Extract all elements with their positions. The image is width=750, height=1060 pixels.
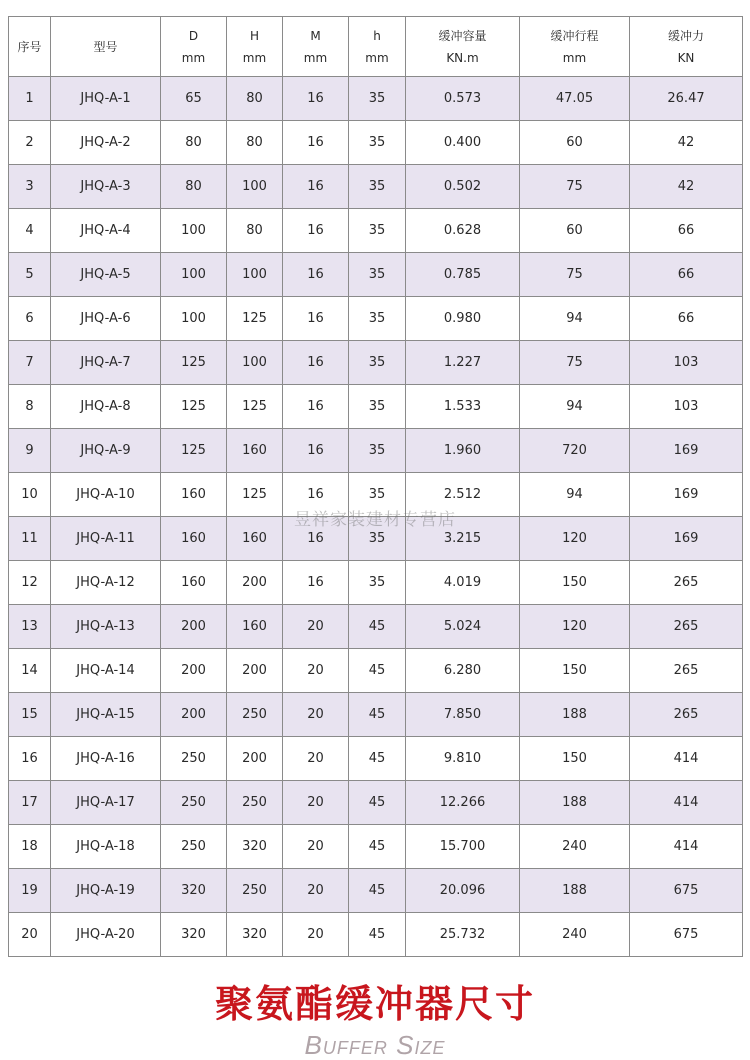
table-cell: 125 [161, 385, 227, 429]
table-cell: JHQ-A-8 [51, 385, 161, 429]
table-cell: 35 [349, 429, 406, 473]
table-cell: 66 [630, 209, 743, 253]
table-cell: 16 [283, 341, 349, 385]
column-header-label: 型号 [93, 39, 118, 54]
table-cell: 35 [349, 341, 406, 385]
watermark-text: 昱祥家装建材专营店 [294, 510, 456, 530]
table-cell: 26.47 [630, 77, 743, 121]
table-cell: 35 [349, 209, 406, 253]
table-cell: 200 [161, 693, 227, 737]
table-cell: 35 [349, 165, 406, 209]
table-cell: 103 [630, 385, 743, 429]
table-cell: 5 [9, 253, 51, 297]
table-cell: 250 [227, 869, 283, 913]
column-header-label: h [373, 28, 381, 43]
table-cell: 200 [227, 649, 283, 693]
table-row [9, 77, 743, 121]
table-row [9, 341, 743, 385]
column-header-label: M [310, 28, 321, 43]
table-cell: 0.628 [406, 209, 520, 253]
table-row [9, 297, 743, 341]
table-cell: 265 [630, 649, 743, 693]
table-cell: 3.215 [406, 517, 520, 561]
table-cell: 20.096 [406, 869, 520, 913]
table-cell: 0.400 [406, 121, 520, 165]
table-cell: 100 [227, 165, 283, 209]
table-cell: 320 [227, 825, 283, 869]
table-cell: 160 [227, 429, 283, 473]
table-cell: 20 [283, 693, 349, 737]
table-cell: 6 [9, 297, 51, 341]
table-cell: 75 [520, 253, 630, 297]
table-cell: 45 [349, 869, 406, 913]
table-body [9, 77, 743, 957]
table-cell: JHQ-A-20 [51, 913, 161, 957]
table-cell: JHQ-A-18 [51, 825, 161, 869]
table-cell: JHQ-A-1 [51, 77, 161, 121]
table-cell: 1.533 [406, 385, 520, 429]
column-header [161, 17, 227, 77]
table-row [9, 517, 743, 561]
column-header [9, 17, 51, 77]
table-cell: 80 [161, 165, 227, 209]
table-cell: 2 [9, 121, 51, 165]
table-cell: 188 [520, 869, 630, 913]
table-cell: 60 [520, 121, 630, 165]
table-cell: 75 [520, 165, 630, 209]
table-cell: 125 [161, 341, 227, 385]
column-header [520, 17, 630, 77]
table-cell: 1 [9, 77, 51, 121]
table-cell: 0.980 [406, 297, 520, 341]
table-cell: 20 [283, 737, 349, 781]
table-row [9, 605, 743, 649]
table-cell: 16 [283, 253, 349, 297]
column-header-unit: mm [242, 50, 267, 65]
table-cell: 265 [630, 605, 743, 649]
table-cell: 414 [630, 737, 743, 781]
table-cell: 100 [227, 341, 283, 385]
table-cell: JHQ-A-11 [51, 517, 161, 561]
table-cell: 66 [630, 297, 743, 341]
table-cell: 0.502 [406, 165, 520, 209]
column-header [406, 17, 520, 77]
table-cell: 16 [283, 77, 349, 121]
table-cell: 6.280 [406, 649, 520, 693]
table-cell: 240 [520, 825, 630, 869]
table-cell: 100 [161, 297, 227, 341]
table-cell: 35 [349, 385, 406, 429]
table-cell: JHQ-A-6 [51, 297, 161, 341]
table-cell: 8 [9, 385, 51, 429]
table-cell: 120 [520, 605, 630, 649]
table-cell: 16 [283, 209, 349, 253]
column-header [283, 17, 349, 77]
column-header-label: 缓冲行程 [550, 28, 599, 43]
column-header-unit: mm [365, 50, 389, 65]
table-cell: 13 [9, 605, 51, 649]
table-cell: 25.732 [406, 913, 520, 957]
table-cell: 12 [9, 561, 51, 605]
table-cell: 160 [161, 561, 227, 605]
table-cell: 150 [520, 561, 630, 605]
table-cell: 12.266 [406, 781, 520, 825]
column-header [630, 17, 743, 77]
table-cell: 160 [227, 517, 283, 561]
table-cell: 120 [520, 517, 630, 561]
table-cell: 169 [630, 517, 743, 561]
table-cell: 4 [9, 209, 51, 253]
table-cell: JHQ-A-13 [51, 605, 161, 649]
table-cell: 35 [349, 297, 406, 341]
table-row [9, 825, 743, 869]
table-cell: 65 [161, 77, 227, 121]
table-cell: 1.227 [406, 341, 520, 385]
table-cell: 16 [283, 297, 349, 341]
table-cell: 20 [283, 605, 349, 649]
table-cell: 16 [283, 385, 349, 429]
column-header [349, 17, 406, 77]
table-cell: 15 [9, 693, 51, 737]
column-header [227, 17, 283, 77]
column-header-label: 缓冲力 [667, 28, 704, 43]
table-cell: 35 [349, 473, 406, 517]
table-cell: 320 [227, 913, 283, 957]
table-cell: 240 [520, 913, 630, 957]
table-cell: 45 [349, 737, 406, 781]
table-cell: 45 [349, 693, 406, 737]
table-row [9, 649, 743, 693]
table-cell: 16 [9, 737, 51, 781]
table-cell: 7.850 [406, 693, 520, 737]
table-row [9, 121, 743, 165]
table-cell: JHQ-A-14 [51, 649, 161, 693]
table-cell: 0.573 [406, 77, 520, 121]
table-cell: JHQ-A-3 [51, 165, 161, 209]
column-header-label: H [249, 28, 260, 43]
table-cell: 94 [520, 385, 630, 429]
table-cell: 720 [520, 429, 630, 473]
table-cell: 3 [9, 165, 51, 209]
table-cell: 16 [283, 121, 349, 165]
table-cell: 80 [227, 121, 283, 165]
table-cell: 14 [9, 649, 51, 693]
table-cell: 16 [283, 165, 349, 209]
table-row [9, 561, 743, 605]
table-cell: 100 [161, 253, 227, 297]
table-cell: JHQ-A-12 [51, 561, 161, 605]
table-cell: 47.05 [520, 77, 630, 121]
table-cell: 125 [227, 297, 283, 341]
table-header [9, 17, 743, 77]
table-cell: JHQ-A-16 [51, 737, 161, 781]
table-cell: 18 [9, 825, 51, 869]
table-cell: 20 [283, 825, 349, 869]
table-cell: 45 [349, 781, 406, 825]
table-cell: 20 [9, 913, 51, 957]
table-cell: 125 [161, 429, 227, 473]
table-cell: 169 [630, 473, 743, 517]
table-cell: 200 [227, 561, 283, 605]
column-header-label: 序号 [17, 39, 42, 54]
table-cell: 100 [227, 253, 283, 297]
table-cell: 150 [520, 737, 630, 781]
table-cell: 35 [349, 517, 406, 561]
table-cell: 16 [283, 429, 349, 473]
table-cell: 160 [227, 605, 283, 649]
table-cell: 35 [349, 121, 406, 165]
table-cell: 160 [161, 473, 227, 517]
table-cell: 66 [630, 253, 743, 297]
table-cell: JHQ-A-4 [51, 209, 161, 253]
table-cell: JHQ-A-17 [51, 781, 161, 825]
table-cell: 250 [227, 781, 283, 825]
table-cell: 200 [161, 605, 227, 649]
table-cell: 250 [161, 737, 227, 781]
table-cell: 675 [630, 869, 743, 913]
table-cell: 320 [161, 869, 227, 913]
table-row [9, 913, 743, 957]
table-cell: 94 [520, 297, 630, 341]
column-header-unit: mm [181, 50, 206, 65]
table-cell: 80 [161, 121, 227, 165]
table-cell: 169 [630, 429, 743, 473]
table-cell: JHQ-A-10 [51, 473, 161, 517]
table-row [9, 385, 743, 429]
table-row [9, 781, 743, 825]
table-cell: 17 [9, 781, 51, 825]
spec-table [8, 16, 743, 957]
table-cell: 188 [520, 693, 630, 737]
table-cell: 414 [630, 781, 743, 825]
column-header-label: D [188, 28, 199, 43]
table-cell: 94 [520, 473, 630, 517]
table-cell: 45 [349, 649, 406, 693]
table-cell: 19 [9, 869, 51, 913]
table-cell: 100 [161, 209, 227, 253]
table-cell: 200 [227, 737, 283, 781]
table-cell: JHQ-A-9 [51, 429, 161, 473]
column-header-unit: KN.m [446, 50, 479, 65]
column-header-unit: mm [562, 50, 587, 65]
table-row [9, 209, 743, 253]
table-cell: JHQ-A-2 [51, 121, 161, 165]
table-cell: 45 [349, 825, 406, 869]
table-cell: JHQ-A-5 [51, 253, 161, 297]
table-row [9, 429, 743, 473]
table-cell: 5.024 [406, 605, 520, 649]
table-cell: 0.785 [406, 253, 520, 297]
table-cell: 20 [283, 913, 349, 957]
table-cell: 60 [520, 209, 630, 253]
table-cell: 45 [349, 913, 406, 957]
header-row [9, 17, 743, 77]
table-cell: 20 [283, 649, 349, 693]
table-cell: 35 [349, 253, 406, 297]
table-cell: 10 [9, 473, 51, 517]
page-subtitle: Buffer Size [304, 1030, 446, 1060]
table-cell: 35 [349, 561, 406, 605]
column-header-label: 缓冲容量 [438, 28, 487, 43]
table-cell: 16 [283, 517, 349, 561]
table-row [9, 869, 743, 913]
table-cell: 125 [227, 385, 283, 429]
page-title: 聚氨酯缓冲器尺寸 [214, 982, 535, 1026]
table-cell: 7 [9, 341, 51, 385]
table-cell: 20 [283, 869, 349, 913]
table-cell: 250 [161, 781, 227, 825]
table-cell: 9 [9, 429, 51, 473]
table-cell: 42 [630, 121, 743, 165]
table-cell: 35 [349, 77, 406, 121]
table-cell: 265 [630, 693, 743, 737]
table-row [9, 693, 743, 737]
table-cell: 150 [520, 649, 630, 693]
table-cell: 2.512 [406, 473, 520, 517]
table-cell: 265 [630, 561, 743, 605]
table-cell: 188 [520, 781, 630, 825]
table-row [9, 737, 743, 781]
table-cell: 4.019 [406, 561, 520, 605]
table-cell: 16 [283, 561, 349, 605]
table-cell: 200 [161, 649, 227, 693]
table-cell: 16 [283, 473, 349, 517]
table-cell: 250 [161, 825, 227, 869]
table-cell: 42 [630, 165, 743, 209]
table-cell: 15.700 [406, 825, 520, 869]
table-cell: 11 [9, 517, 51, 561]
table-cell: 20 [283, 781, 349, 825]
table-cell: JHQ-A-15 [51, 693, 161, 737]
table-cell: 80 [227, 209, 283, 253]
table-cell: JHQ-A-7 [51, 341, 161, 385]
column-header [51, 17, 161, 77]
table-cell: JHQ-A-19 [51, 869, 161, 913]
column-header-unit: KN [677, 50, 695, 65]
table-row [9, 473, 743, 517]
table-cell: 675 [630, 913, 743, 957]
table-cell: 103 [630, 341, 743, 385]
table-cell: 45 [349, 605, 406, 649]
table-row [9, 253, 743, 297]
column-header-unit: mm [303, 50, 328, 65]
table-cell: 1.960 [406, 429, 520, 473]
table-row [9, 165, 743, 209]
table-cell: 125 [227, 473, 283, 517]
table-cell: 75 [520, 341, 630, 385]
table-cell: 9.810 [406, 737, 520, 781]
table-cell: 414 [630, 825, 743, 869]
table-cell: 80 [227, 77, 283, 121]
table-cell: 320 [161, 913, 227, 957]
table-cell: 160 [161, 517, 227, 561]
table-cell: 250 [227, 693, 283, 737]
